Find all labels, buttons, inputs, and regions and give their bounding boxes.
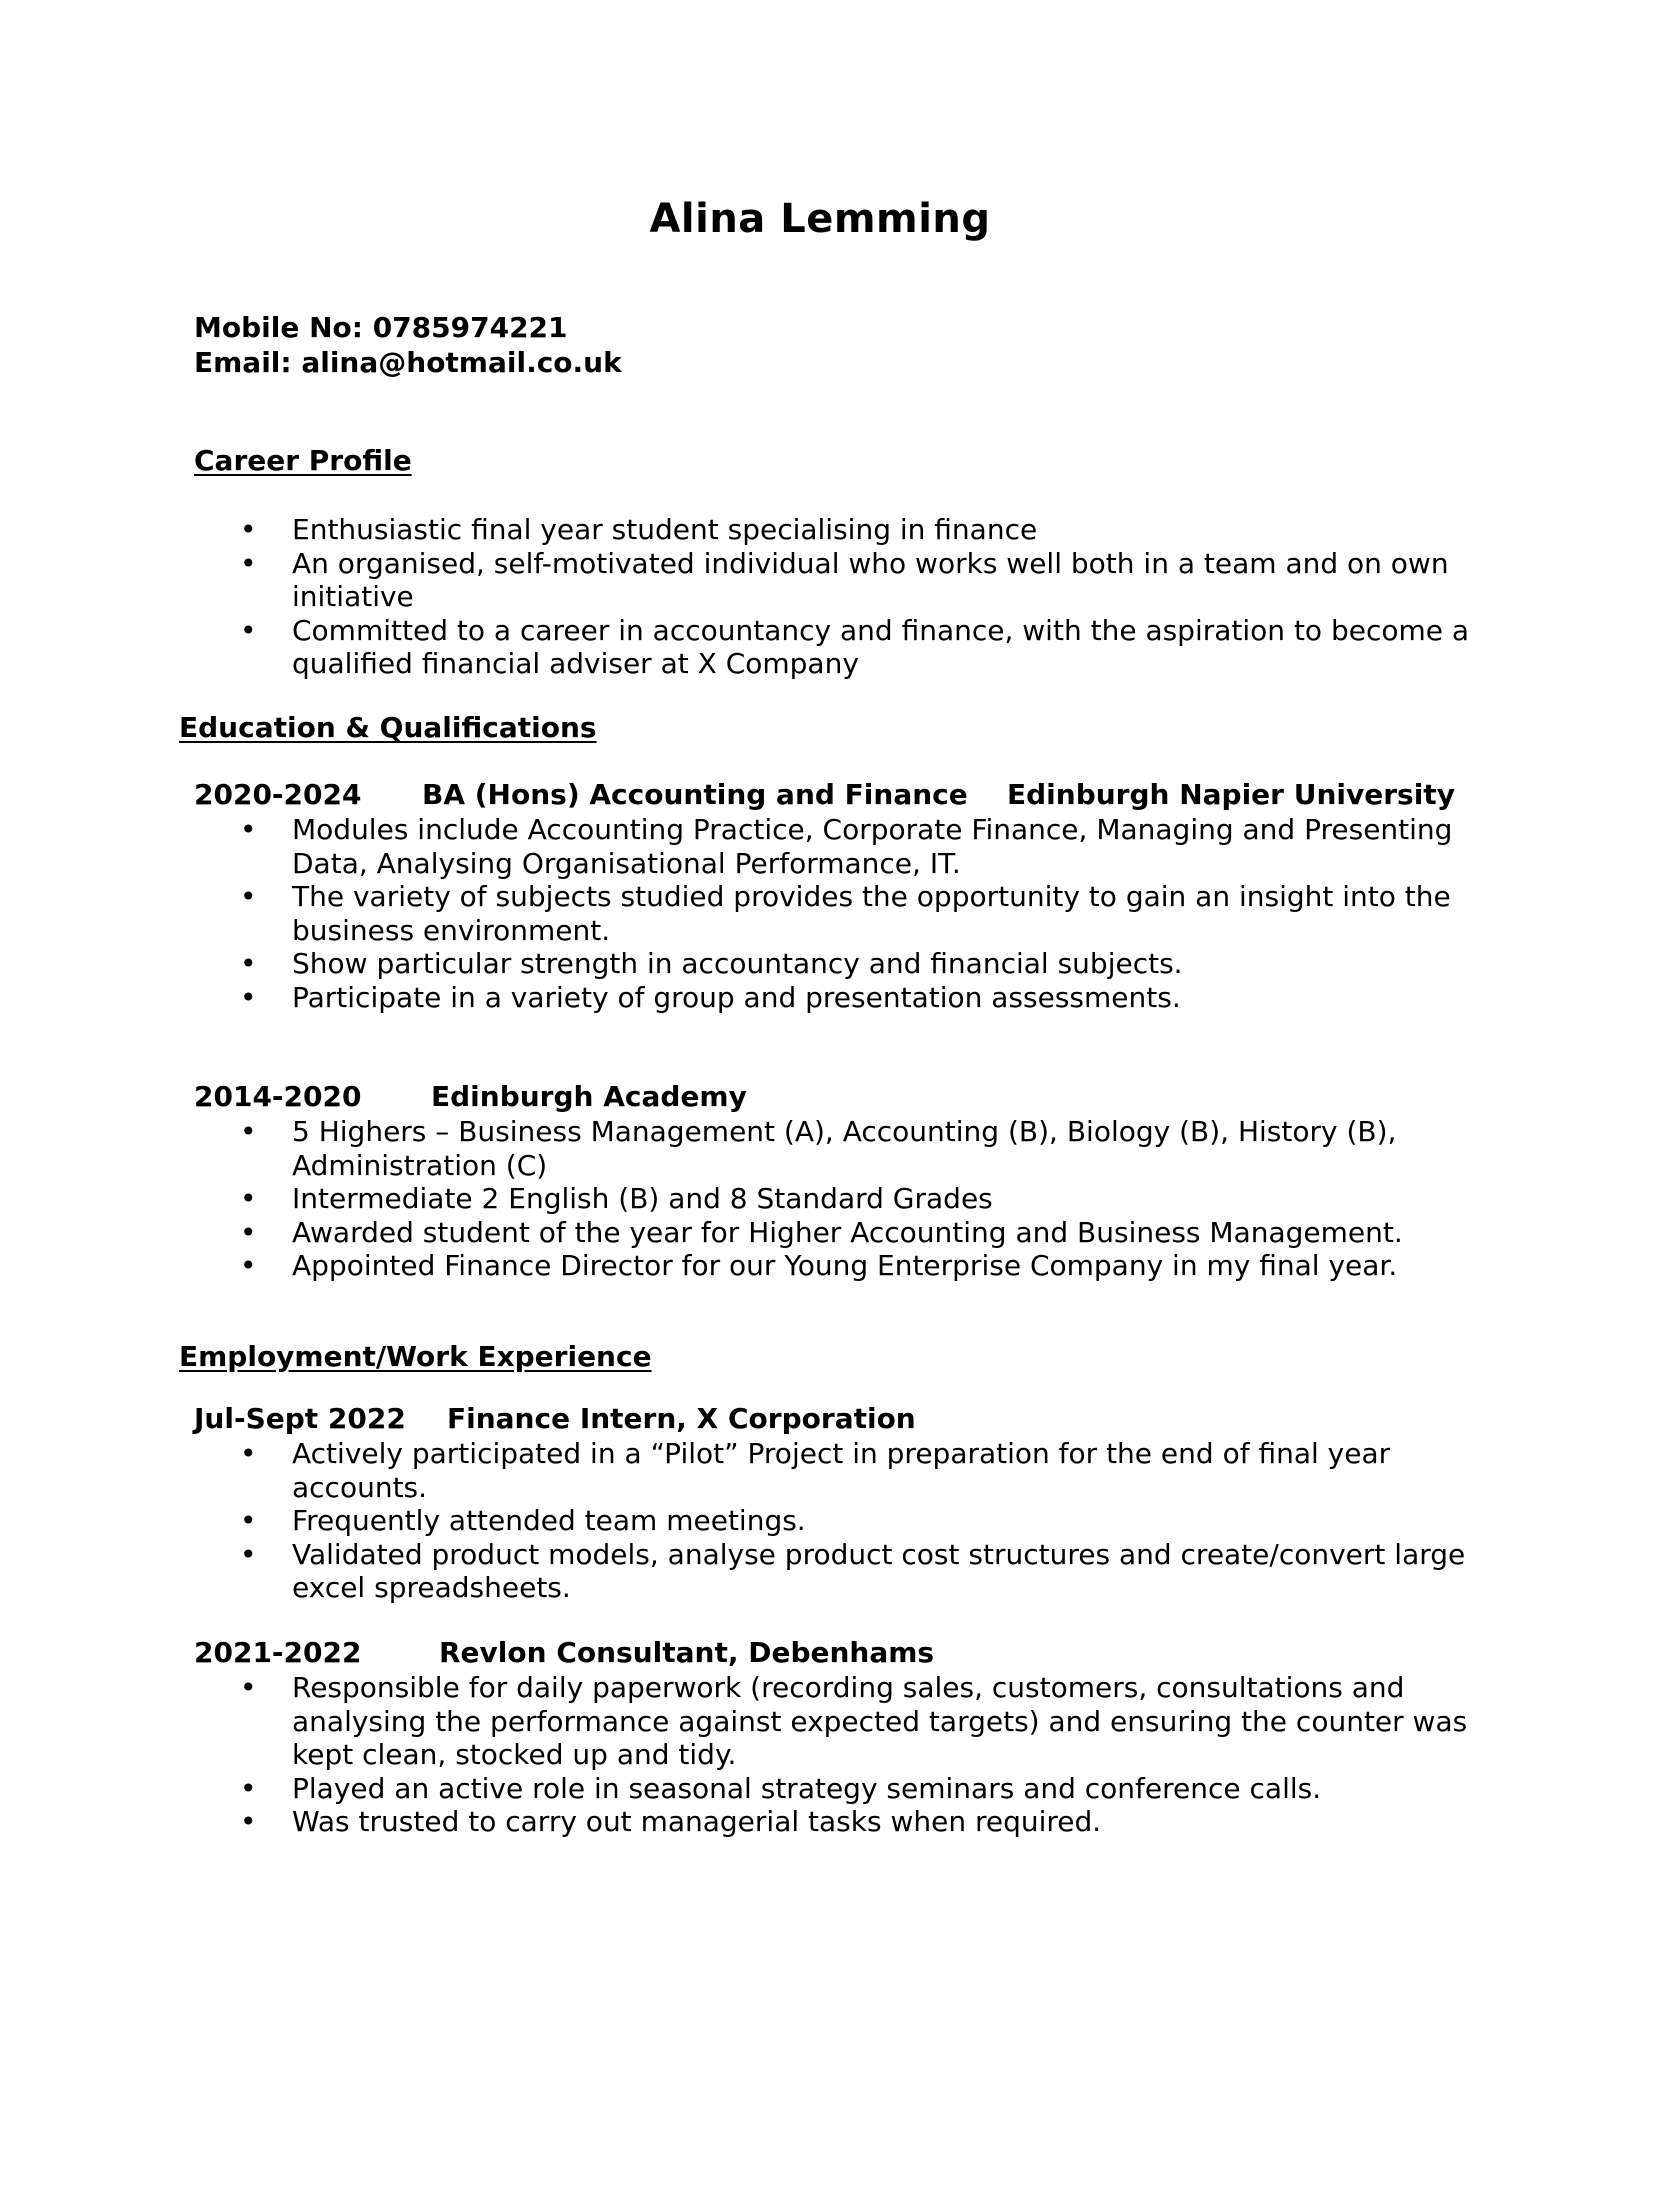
list-item: • The variety of subjects studied provides the opportunity to gain an insight into the business environment. (240, 880, 1460, 947)
entry-dates: 2020-2024 (194, 778, 362, 811)
list-item: • Was trusted to carry out managerial tasks when required. (240, 1805, 1480, 1839)
candidate-name: Alina Lemming (649, 196, 991, 242)
entry-institution: Edinburgh Academy (431, 1080, 747, 1113)
entry-institution: Edinburgh Napier University (1007, 778, 1455, 811)
entry-role: Revlon Consultant, Debenhams (439, 1636, 935, 1669)
list-item: • Played an active role in seasonal strategy seminars and conference calls. (240, 1772, 1480, 1806)
list-item: • 5 Highers – Business Management (A), Accounting (B), Biology (B), History (B), Administration (C) (240, 1115, 1440, 1182)
career-profile-heading: Career Profile (194, 444, 412, 477)
entry-dates: 2021-2022 (194, 1636, 362, 1669)
list-item: • Appointed Finance Director for our Young Enterprise Company in my final year. (240, 1249, 1440, 1283)
employment-entry-header (194, 1402, 916, 1435)
list-item: • Participate in a variety of group and presentation assessments. (240, 981, 1460, 1015)
list-item: • An organised, self-motivated individual who works well both in a team and on own initiative (240, 547, 1480, 614)
contact-details (194, 310, 622, 380)
entry-degree: BA (Hons) Accounting and Finance (422, 778, 968, 811)
list-item: • Validated product models, analyse product cost structures and create/convert large excel spreadsheets. (240, 1538, 1480, 1605)
employment-entry-header (194, 1636, 934, 1669)
list-item: • Show particular strength in accountancy and financial subjects. (240, 947, 1460, 981)
employment-entry-list (240, 1437, 1480, 1605)
education-entry-header (194, 778, 1455, 811)
entry-role: Finance Intern, X Corporation (447, 1402, 916, 1435)
career-profile-list (240, 513, 1480, 681)
list-item: • Frequently attended team meetings. (240, 1504, 1480, 1538)
list-item: • Enthusiastic final year student specialising in finance (240, 513, 1480, 547)
education-entry-header (194, 1080, 747, 1113)
list-item: • Actively participated in a “Pilot” Project in preparation for the end of final year accounts. (240, 1437, 1480, 1504)
employment-entry-list (240, 1671, 1480, 1839)
entry-dates: Jul-Sept 2022 (194, 1402, 406, 1435)
education-entry-list (240, 813, 1460, 1014)
email-address: Email: alina@hotmail.co.uk (194, 346, 622, 379)
education-heading: Education & Qualifications (179, 711, 597, 744)
list-item: • Modules include Accounting Practice, Corporate Finance, Managing and Presenting Data, Analysing Organisational Performance, IT. (240, 813, 1460, 880)
employment-heading: Employment/Work Experience (179, 1340, 652, 1373)
list-item: • Intermediate 2 English (B) and 8 Standard Grades (240, 1182, 1440, 1216)
list-item: • Responsible for daily paperwork (recording sales, customers, consultations and analysing the performance against expected targets) and ensuring the counter was kept clean, stocked up and tidy. (240, 1671, 1480, 1772)
mobile-number: Mobile No: 0785974221 (194, 311, 568, 344)
entry-dates: 2014-2020 (194, 1080, 362, 1113)
list-item: • Committed to a career in accountancy and finance, with the aspiration to become a qualified financial adviser at X Company (240, 614, 1480, 681)
list-item: • Awarded student of the year for Higher Accounting and Business Management. (240, 1216, 1440, 1250)
education-entry-list (240, 1115, 1440, 1283)
